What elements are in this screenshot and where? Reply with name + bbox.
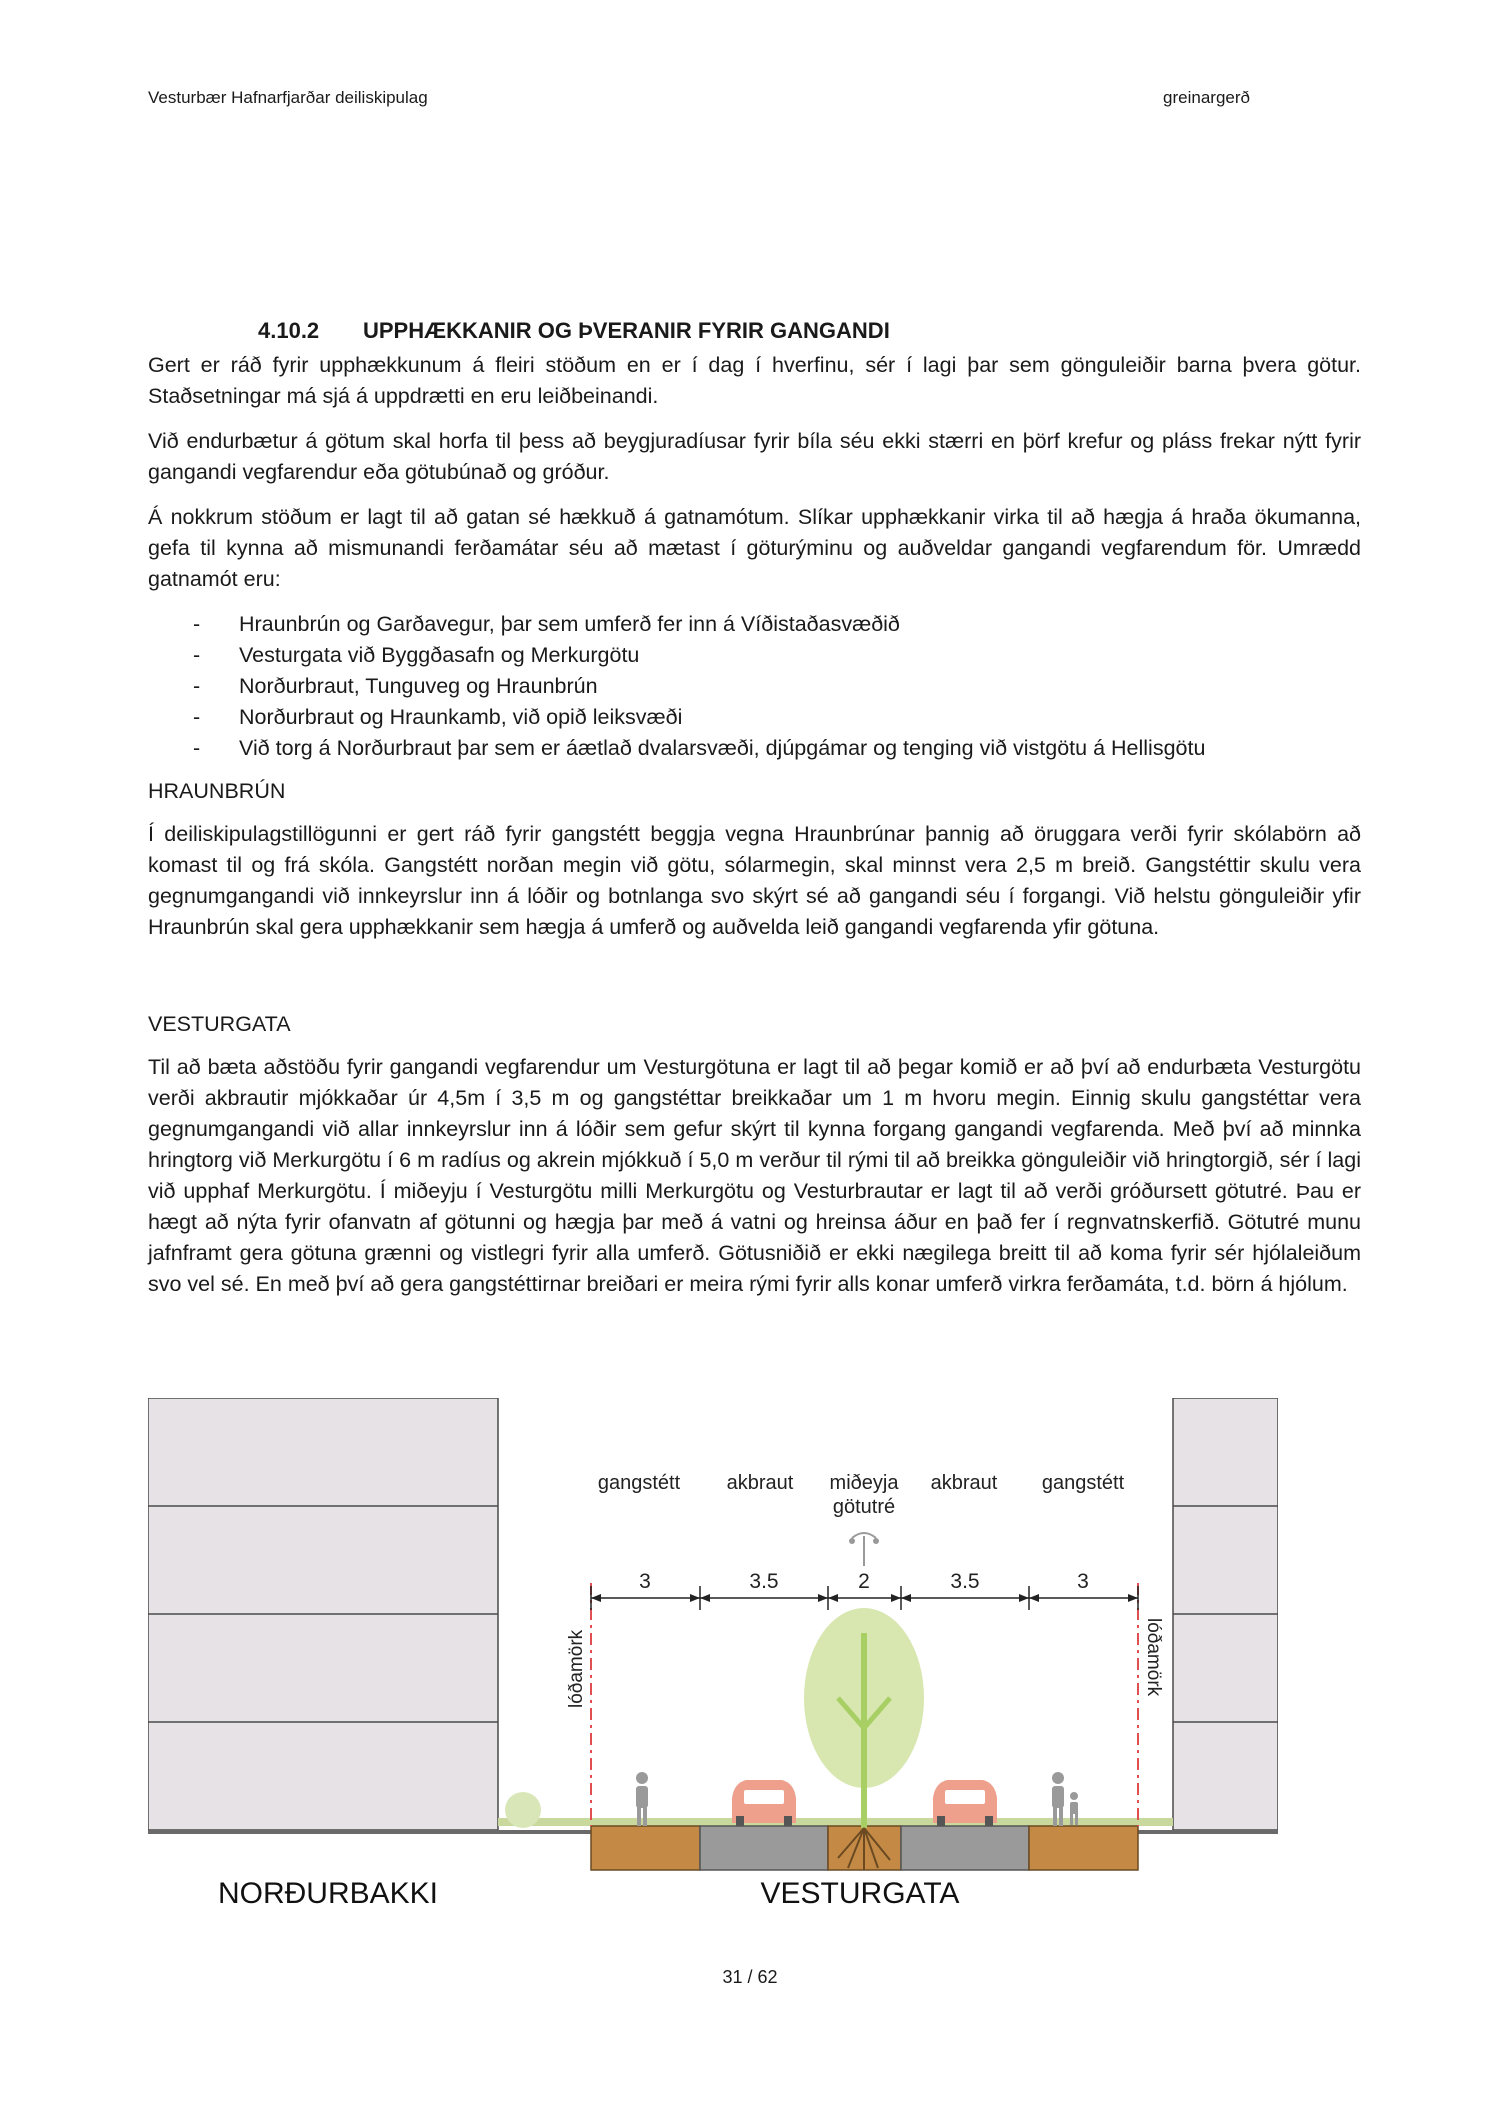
header-document-title: Vesturbær Hafnarfjarðar deiliskipulag [148,88,428,107]
list-item-text: Vesturgata við Byggðasafn og Merkurgötu [239,643,640,667]
subheading-hraunbrun: HRAUNBRÚN [148,779,286,803]
zone-label-sidewalk-right: gangstétt [1041,1472,1125,1494]
car-icon [933,1780,997,1826]
paragraph-raised-crossings: Gert er ráð fyrir upphækkunum á fleiri stöðum en er í dag í hverfinu, sér í lagi þar sem gönguleiðir barna þvera götur. Staðsetningar má sjá á uppdrætti en eru leiðbeinandi. [148,353,1361,408]
section-title: UPPHÆKKANIR OG ÞVERANIR FYRIR GANGANDI [363,318,890,343]
list-item: - Við torg á Norðurbraut þar sem er áætlað dvalarsvæði, djúpgámar og tenging við vistgötu á Hellisgötu [193,736,1206,760]
shrub-icon [505,1792,541,1828]
paragraph-hraunbrun: Í deiliskipulagstillögunni er gert ráð fyrir gangstétt beggja vegna Hraunbrúnar þannig að öruggara verði fyrir skólabörn að komast til og frá skóla. Gangstétt norðan megin við götu, sólarmegin, skal minnst vera 2,5 m breið. Gangstéttir skulu vera gegnumgangandi við innkeyrslur inn á lóðir og botnlanga svo skýrt sé að gangandi séu í forgangi. Við helstu gönguleiðir yfir Hraunbrún skal gera upphækkanir sem hægja á umferð og auðvelda leið gangandi vegfarenda yfir götuna. [148,822,1361,939]
subheading-vesturgata: VESTURGATA [148,1012,291,1036]
pedestrian-icon [636,1772,648,1826]
zone-label-road-left: akbraut [726,1472,794,1494]
list-item-text: Við torg á Norðurbraut þar sem er áætlað dvalarsvæði, djúpgámar og tenging við vistgötu á Hellisgötu [239,736,1206,760]
zone-label-road-right: akbraut [930,1472,998,1494]
list-item: - Vesturgata við Byggðasafn og Merkurgötu [193,643,640,667]
left-building [148,1398,498,1830]
zone-label-median: miðeyja [829,1472,899,1494]
paragraph-vesturgata: Til að bæta aðstöðu fyrir gangandi vegfarendur um Vesturgötuna er lagt til að þegar komið er að því að endurbæta Vesturgötu verði akbrautir mjókkaðar úr 4,5m í 3,5 m og gangstéttar breikkaðar um 1 m hvoru megin. Einnig skulu gangstéttar vera gegnumgangandi við allar innkeyrslur inn á lóðir sem gefur skýrt til kynna forgang gangandi vegfarenda. Með því að minnka hringtorg við Merkurgötu í 6 m radíus og akrein mjókkuð í 5,0 m verður til rými til að breikka gönguleiðir við hringtorgið, sér í lagi við upphaf Merkurgötu. Í miðeyju í Vesturgötu milli Merkurgötu og Vesturbrautar er lagt til að verði gróðursett götutré. Þau er hægt að nýta fyrir ofanvatn af götunni og hægja þar með á vatni og hreinsa áður en það fer í regnvatnskerfið. Götutré munu jafnframt gera götuna grænni og vistlegri fyrir alla umferð. Götusniðið er ekki nægilega breitt til að koma fyrir sér hjólaleiðum svo vel sé. En með því að gera gangstéttirnar breiðari er meira rými fyrir alls konar umferð virkra ferðamáta, t.d. börn á hjólum. [148,1055,1361,1296]
paragraph-turning-radius: Við endurbætur á götum skal horfa til þess að beygjuradíusar fyrir bíla séu ekki stærri en þörf krefur og pláss frekar nýtt fyrir gangandi vegfarendur eða götubúnað og gróður. [148,429,1361,484]
list-item: - Norðurbraut, Tunguveg og Hraunbrún [193,674,598,698]
list-item: - Norðurbraut og Hraunkamb, við opið leiksvæði [193,705,683,729]
label-nordurbakki: NORÐURBAKKI [217,1877,439,1910]
dimension-road-left: 3.5 [749,1570,779,1593]
street-section-diagram [148,1398,1278,1918]
list-item: - Hraunbrún og Garðavegur, þar sem umferð fer inn á Víðistaðasvæðið [193,612,900,636]
road-right [901,1826,1029,1870]
paragraph-raised-intersections: Á nokkrum stöðum er lagt til að gatan sé hækkuð á gatnamótum. Slíkar upphækkanir virka til að hægja á hraða ökumanna, gefa til kynna að mismunandi ferðamátar séu að mætast í göturýminu og auðveldar gangandi vegfarendum för. Umrædd gatnamót eru: [148,505,1361,591]
page-number: 31 / 62 [722,1967,778,1987]
list-item-text: Norðurbraut og Hraunkamb, við opið leiksvæði [239,705,683,729]
dimension-median: 2 [858,1570,870,1593]
zone-label-sidewalk-left: gangstétt [597,1472,681,1494]
street-section-figure [148,1398,1278,1918]
sidewalk-right [1029,1826,1138,1870]
lot-boundary-label-left: lóðamörk [566,1629,587,1708]
intersection-list [148,609,1361,764]
header-section-label: greinargerð [1163,88,1250,107]
label-vesturgata: VESTURGATA [760,1877,960,1910]
section-heading [258,318,1361,344]
sidewalk-left [591,1826,700,1870]
dimension-road-right: 3.5 [950,1570,980,1593]
pedestrian-with-child-icon [1052,1772,1078,1826]
street-lamp-icon [849,1533,879,1566]
section-number: 4.10.2 [258,318,320,343]
zone-label-median-tree: götutré [832,1496,896,1518]
lot-boundary-label-right: lóðamörk [1143,1618,1164,1697]
document-body [148,318,1361,1314]
dimension-sidewalk-right: 3 [1077,1570,1089,1593]
car-icon [732,1780,796,1826]
road-left [700,1826,828,1870]
list-item-text: Hraunbrún og Garðavegur, þar sem umferð fer inn á Víðistaðasvæðið [239,612,900,636]
dimension-sidewalk-left: 3 [639,1570,651,1593]
list-item-text: Norðurbraut, Tunguveg og Hraunbrún [239,674,598,698]
right-building [1173,1398,1278,1830]
